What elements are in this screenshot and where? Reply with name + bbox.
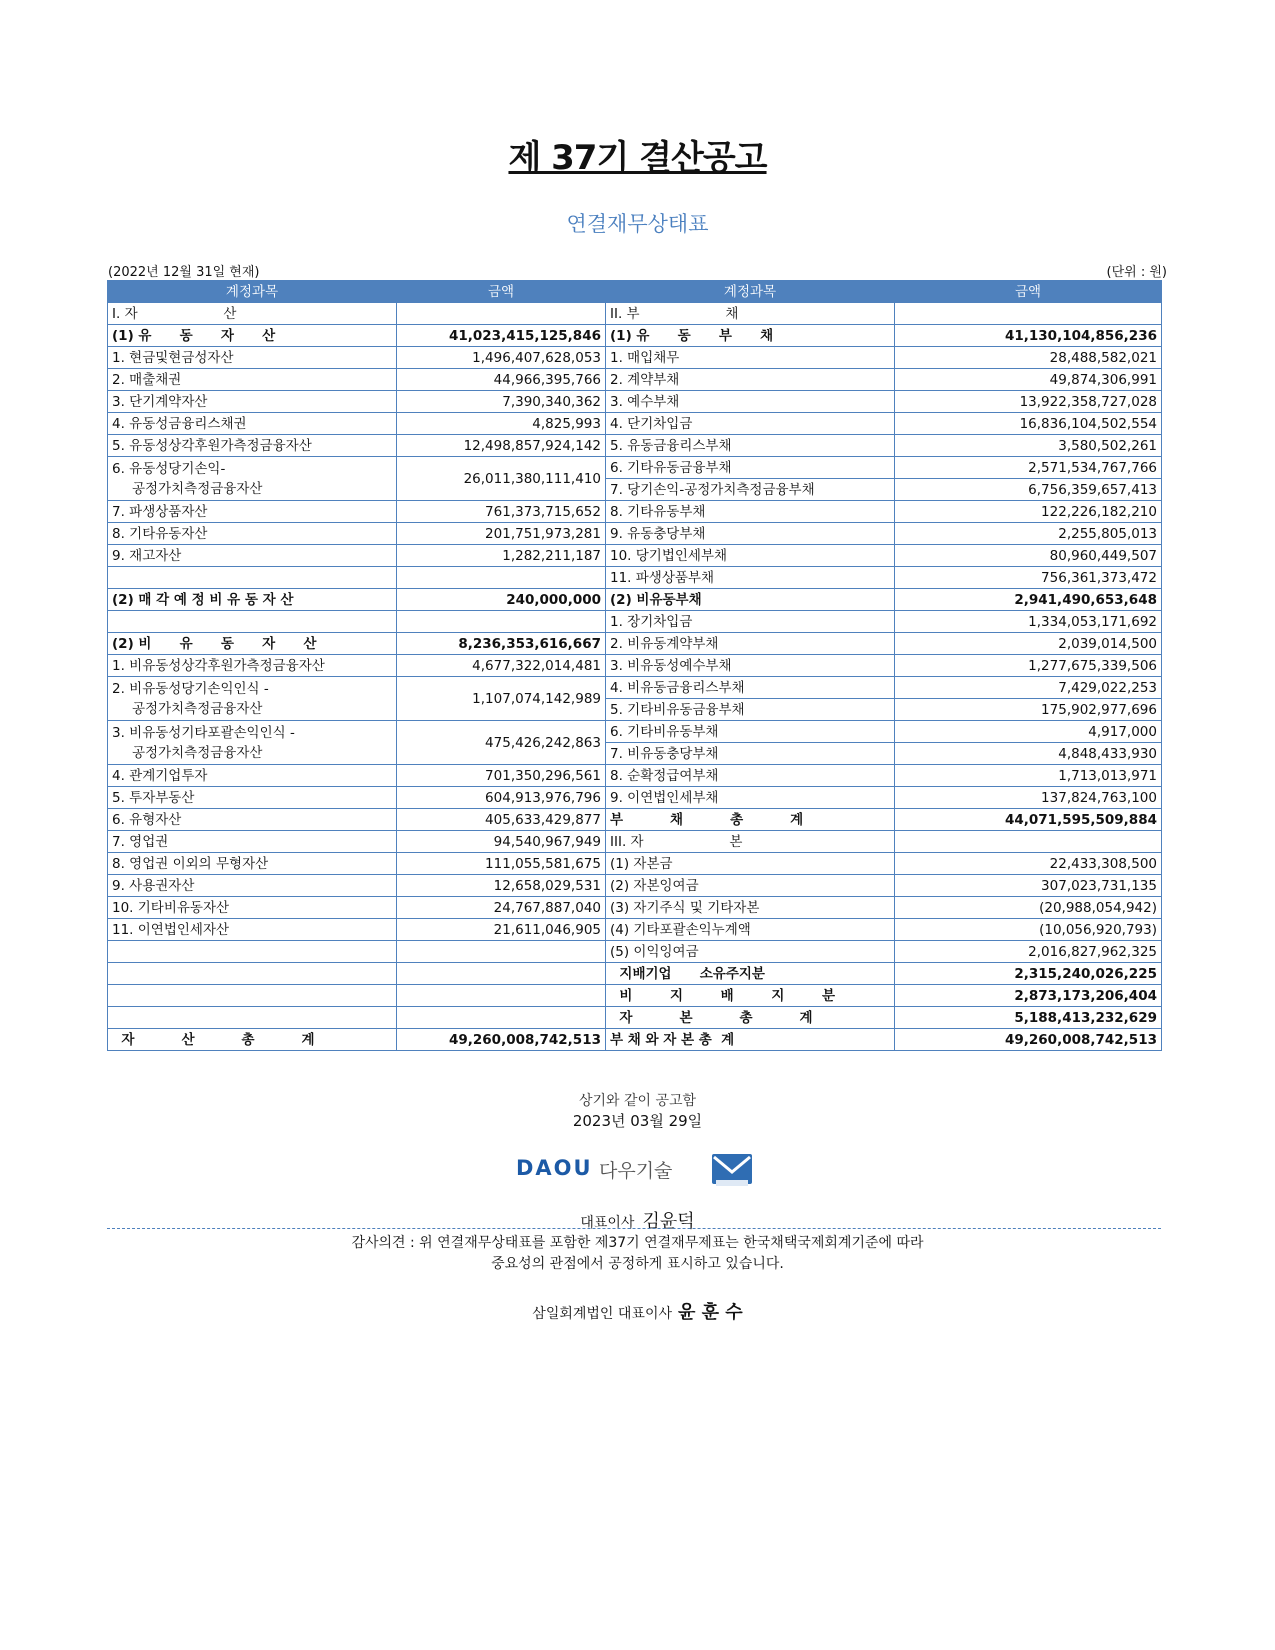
account-label: 부 채 와 자 본 총 계 [610, 1031, 735, 1048]
asset-account-cell [108, 545, 397, 567]
account-label: 6. 기타비유동부채 [610, 723, 719, 740]
asset-amount-cell: 701,350,296,561 [397, 765, 606, 787]
account-label: 자 산 총 계 [112, 1031, 315, 1048]
account-label: 3. 단기계약자산 [112, 393, 208, 410]
asset-amount-cell: 7,390,340,362 [397, 391, 606, 413]
asset-amount-cell: 12,658,029,531 [397, 875, 606, 897]
asset-amount-cell: 604,913,976,796 [397, 787, 606, 809]
account-label: 4. 관계기업투자 [112, 767, 208, 784]
account-label: 9. 재고자산 [112, 547, 182, 564]
liability-amount-cell: 5,188,413,232,629 [895, 1007, 1162, 1029]
liability-amount-cell: 2,941,490,653,648 [895, 589, 1162, 611]
asset-amount-cell: 94,540,967,949 [397, 831, 606, 853]
audit-opinion-line-2: 중요성의 관점에서 공정하게 표시하고 있습니다. [491, 1256, 784, 1272]
liability-account-cell [606, 457, 895, 479]
liability-amount-cell: 2,016,827,962,325 [895, 941, 1162, 963]
announcement-text: 상기와 같이 공고함 [578, 1093, 697, 1109]
liability-account-cell [606, 985, 895, 1007]
liability-amount-cell: 22,433,308,500 [895, 853, 1162, 875]
account-label: 4. 유동성금융리스채권 [112, 415, 247, 432]
table-row [108, 303, 1162, 325]
liability-account-cell [606, 897, 895, 919]
asset-account-cell [108, 347, 397, 369]
account-label: 8. 기타유동자산 [112, 525, 208, 542]
account-label: 7. 비유동충당부채 [610, 745, 719, 762]
asset-amount-cell: 761,373,715,652 [397, 501, 606, 523]
statement-subtitle: 연결재무상태표 [566, 212, 709, 236]
account-label: 5. 투자부동산 [112, 789, 195, 806]
liability-account-cell [606, 875, 895, 897]
company-logo [516, 1150, 696, 1190]
asset-amount-cell: 1,282,211,187 [397, 545, 606, 567]
asset-account-cell [108, 501, 397, 523]
asset-account-cell [108, 677, 397, 721]
account-label-continued: 공정가치측정금융자산 [132, 700, 263, 717]
liability-account-cell [606, 787, 895, 809]
liability-account-cell [606, 545, 895, 567]
logo-korean-name: 다우기술 [599, 1160, 673, 1182]
account-label: II. 부 채 [610, 305, 739, 322]
header-amount-liabilities: 금액 [895, 281, 1162, 303]
liability-amount-cell: 1,713,013,971 [895, 765, 1162, 787]
asset-amount-cell [397, 963, 606, 985]
liability-account-cell [606, 809, 895, 831]
asset-account-cell [108, 897, 397, 919]
liability-amount-cell: 1,277,675,339,506 [895, 655, 1162, 677]
table-row [108, 677, 1162, 699]
asset-amount-cell: 240,000,000 [397, 589, 606, 611]
account-label: I. 자 산 [112, 305, 237, 322]
account-label: (2) 자본잉여금 [610, 877, 699, 894]
liability-account-cell [606, 413, 895, 435]
table-row [108, 611, 1162, 633]
liability-amount-cell: 13,922,358,727,028 [895, 391, 1162, 413]
account-label: 지배기업 소유주지분 [610, 965, 765, 982]
asset-amount-cell: 1,496,407,628,053 [397, 347, 606, 369]
liability-account-cell [606, 303, 895, 325]
account-label: (5) 이익잉여금 [610, 943, 699, 960]
liability-account-cell [606, 589, 895, 611]
account-label: III. 자 본 [610, 833, 743, 850]
table-row [108, 501, 1162, 523]
company-seal-icon [710, 1150, 754, 1190]
liability-account-cell [606, 435, 895, 457]
table-row [108, 875, 1162, 897]
asset-amount-cell [397, 567, 606, 589]
ceo-label: 대표이사 [580, 1215, 635, 1231]
balance-sheet-table [107, 280, 1162, 1051]
asset-amount-cell: 24,767,887,040 [397, 897, 606, 919]
account-label: 9. 이연법인세부채 [610, 789, 719, 806]
asset-account-cell [108, 391, 397, 413]
liability-account-cell [606, 721, 895, 743]
account-label: 9. 사용권자산 [112, 877, 195, 894]
liability-amount-cell: 49,874,306,991 [895, 369, 1162, 391]
asset-amount-cell: 201,751,973,281 [397, 523, 606, 545]
asset-account-cell [108, 303, 397, 325]
account-label: 8. 순확정급여부채 [610, 767, 719, 784]
auditor-label: 삼일회계법인 대표이사 [532, 1306, 672, 1322]
asset-amount-cell [397, 611, 606, 633]
asset-account-cell [108, 633, 397, 655]
page-title: 제 37기 결산공고 [508, 138, 767, 178]
account-label: 3. 비유동성기타포괄손익인식 - [112, 724, 295, 741]
liability-account-cell [606, 523, 895, 545]
liability-account-cell [606, 831, 895, 853]
account-label: 6. 기타유동금융부채 [610, 459, 732, 476]
liability-amount-cell [895, 303, 1162, 325]
asset-account-cell [108, 655, 397, 677]
table-row [108, 655, 1162, 677]
auditor-name: 윤 훈 수 [678, 1302, 743, 1323]
asset-account-cell [108, 523, 397, 545]
table-row [108, 809, 1162, 831]
asset-account-cell [108, 831, 397, 853]
account-label: 9. 유동충당부채 [610, 525, 706, 542]
asset-account-cell [108, 589, 397, 611]
table-row [108, 897, 1162, 919]
liability-account-cell [606, 633, 895, 655]
asset-account-cell [108, 435, 397, 457]
balance-sheet-body [108, 303, 1162, 1051]
table-header-row [108, 281, 1162, 303]
liability-amount-cell: 756,361,373,472 [895, 567, 1162, 589]
table-row [108, 391, 1162, 413]
liability-amount-cell: 49,260,008,742,513 [895, 1029, 1162, 1051]
liability-account-cell [606, 765, 895, 787]
account-label: (2) 비 유 동 자 산 [112, 635, 317, 652]
liability-amount-cell: 4,848,433,930 [895, 743, 1162, 765]
account-label: 1. 비유동성상각후원가측정금융자산 [112, 657, 325, 674]
account-label: 4. 단기차입금 [610, 415, 693, 432]
account-label: 2. 매출채권 [112, 371, 182, 388]
asset-amount-cell [397, 1007, 606, 1029]
liability-amount-cell: 2,571,534,767,766 [895, 457, 1162, 479]
auditor-line [0, 1298, 1275, 1324]
liability-amount-cell: 2,039,014,500 [895, 633, 1162, 655]
asset-amount-cell: 475,426,242,863 [397, 721, 606, 765]
table-row [108, 721, 1162, 743]
liability-amount-cell: (10,056,920,793) [895, 919, 1162, 941]
asset-account-cell [108, 567, 397, 589]
liability-amount-cell: 2,315,240,026,225 [895, 963, 1162, 985]
table-row [108, 523, 1162, 545]
asset-amount-cell: 8,236,353,616,667 [397, 633, 606, 655]
liability-account-cell [606, 1029, 895, 1051]
account-label-continued: 공정가치측정금융자산 [132, 480, 263, 497]
asset-account-cell [108, 875, 397, 897]
account-label: 자 본 총 계 [610, 1009, 813, 1026]
account-label: 11. 파생상품부채 [610, 569, 715, 586]
table-row [108, 347, 1162, 369]
account-label: 2. 계약부채 [610, 371, 680, 388]
liability-account-cell [606, 1007, 895, 1029]
table-row [108, 435, 1162, 457]
liability-amount-cell: (20,988,054,942) [895, 897, 1162, 919]
account-label: 비 지 배 지 분 [610, 987, 836, 1004]
table-row [108, 1007, 1162, 1029]
account-label: 4. 비유동금융리스부채 [610, 679, 745, 696]
asset-amount-cell: 111,055,581,675 [397, 853, 606, 875]
liability-amount-cell: 16,836,104,502,554 [895, 413, 1162, 435]
account-label: 5. 유동금융리스부채 [610, 437, 732, 454]
table-row [108, 545, 1162, 567]
asset-account-cell [108, 941, 397, 963]
audit-opinion-line-1: 감사의견 : 위 연결재무상태표를 포함한 제37기 연결재무제표는 한국채택국제회계기준에 따라 [351, 1235, 924, 1251]
table-row [108, 633, 1162, 655]
account-label: 5. 유동성상각후원가측정금융자산 [112, 437, 312, 454]
asset-account-cell [108, 919, 397, 941]
account-label: (3) 자기주식 및 기타자본 [610, 899, 760, 916]
account-label: (1) 유 동 자 산 [112, 327, 276, 344]
asset-account-cell [108, 611, 397, 633]
account-label: 2. 비유동성당기손익인식 - [112, 680, 269, 697]
liability-amount-cell: 2,255,805,013 [895, 523, 1162, 545]
asset-amount-cell [397, 985, 606, 1007]
liability-amount-cell: 41,130,104,856,236 [895, 325, 1162, 347]
table-row [108, 369, 1162, 391]
table-row [108, 325, 1162, 347]
table-row [108, 765, 1162, 787]
header-account-assets: 계정과목 [108, 281, 397, 303]
liability-account-cell [606, 941, 895, 963]
account-label: 11. 이연법인세자산 [112, 921, 230, 938]
asset-amount-cell: 4,677,322,014,481 [397, 655, 606, 677]
liability-amount-cell: 7,429,022,253 [895, 677, 1162, 699]
date-note: (2022년 12월 31일 현재) [108, 265, 260, 280]
account-label-continued: 공정가치측정금융자산 [132, 744, 263, 761]
asset-amount-cell: 21,611,046,905 [397, 919, 606, 941]
liability-amount-cell: 1,334,053,171,692 [895, 611, 1162, 633]
liability-amount-cell: 175,902,977,696 [895, 699, 1162, 721]
divider [107, 1228, 1161, 1229]
liability-account-cell [606, 919, 895, 941]
asset-account-cell [108, 457, 397, 501]
liability-account-cell [606, 347, 895, 369]
table-row [108, 1029, 1162, 1051]
account-label: (1) 자본금 [610, 855, 673, 872]
liability-amount-cell: 4,917,000 [895, 721, 1162, 743]
liability-amount-cell: 44,071,595,509,884 [895, 809, 1162, 831]
liability-account-cell [606, 325, 895, 347]
table-row [108, 457, 1162, 479]
liability-amount-cell: 28,488,582,021 [895, 347, 1162, 369]
account-label: 3. 비유동성예수부채 [610, 657, 732, 674]
table-row [108, 963, 1162, 985]
account-label: 1. 현금및현금성자산 [112, 349, 234, 366]
account-label: 6. 유형자산 [112, 811, 182, 828]
account-label: 6. 유동성당기손익- [112, 460, 226, 477]
account-label: 5. 기타비유동금융부채 [610, 701, 745, 718]
unit-note: (단위 : 원) [1106, 265, 1167, 280]
liability-amount-cell: 307,023,731,135 [895, 875, 1162, 897]
asset-amount-cell: 49,260,008,742,513 [397, 1029, 606, 1051]
account-label: 1. 장기차입금 [610, 613, 693, 630]
liability-account-cell [606, 677, 895, 699]
account-label: 8. 기타유동부채 [610, 503, 706, 520]
asset-account-cell [108, 1029, 397, 1051]
asset-account-cell [108, 963, 397, 985]
account-label: 7. 당기손익-공정가치측정금융부채 [610, 481, 815, 498]
liability-amount-cell: 6,756,359,657,413 [895, 479, 1162, 501]
liability-account-cell [606, 479, 895, 501]
liability-account-cell [606, 963, 895, 985]
liability-account-cell [606, 699, 895, 721]
asset-amount-cell: 405,633,429,877 [397, 809, 606, 831]
asset-account-cell [108, 413, 397, 435]
liability-amount-cell: 3,580,502,261 [895, 435, 1162, 457]
header-account-liabilities: 계정과목 [606, 281, 895, 303]
liability-account-cell [606, 391, 895, 413]
liability-account-cell [606, 743, 895, 765]
account-label: 1. 매입채무 [610, 349, 680, 366]
asset-account-cell [108, 721, 397, 765]
table-row [108, 413, 1162, 435]
liability-account-cell [606, 655, 895, 677]
ceo-line [0, 1207, 1275, 1233]
liability-account-cell [606, 611, 895, 633]
asset-amount-cell: 4,825,993 [397, 413, 606, 435]
table-row [108, 985, 1162, 1007]
asset-account-cell [108, 787, 397, 809]
table-row [108, 941, 1162, 963]
account-label: 3. 예수부채 [610, 393, 680, 410]
account-label: 7. 영업권 [112, 833, 169, 850]
table-row [108, 919, 1162, 941]
asset-amount-cell: 41,023,415,125,846 [397, 325, 606, 347]
table-row [108, 787, 1162, 809]
asset-account-cell [108, 853, 397, 875]
liability-amount-cell: 2,873,173,206,404 [895, 985, 1162, 1007]
asset-amount-cell: 1,107,074,142,989 [397, 677, 606, 721]
asset-account-cell [108, 809, 397, 831]
liability-account-cell [606, 567, 895, 589]
account-label: 부 채 총 계 [610, 811, 804, 828]
account-label: 2. 비유동계약부채 [610, 635, 719, 652]
table-row [108, 589, 1162, 611]
asset-amount-cell: 12,498,857,924,142 [397, 435, 606, 457]
liability-account-cell [606, 853, 895, 875]
asset-amount-cell [397, 941, 606, 963]
asset-amount-cell: 26,011,380,111,410 [397, 457, 606, 501]
logo-wordmark: DAOU [516, 1156, 593, 1180]
asset-account-cell [108, 985, 397, 1007]
account-label: 8. 영업권 이외의 무형자산 [112, 855, 269, 872]
asset-account-cell [108, 369, 397, 391]
ceo-name: 김윤덕 [642, 1211, 695, 1232]
table-row [108, 831, 1162, 853]
asset-account-cell [108, 325, 397, 347]
account-label: 10. 당기법인세부채 [610, 547, 728, 564]
asset-account-cell [108, 765, 397, 787]
liability-amount-cell: 137,824,763,100 [895, 787, 1162, 809]
account-label: 10. 기타비유동자산 [112, 899, 230, 916]
liability-amount-cell [895, 831, 1162, 853]
table-row [108, 853, 1162, 875]
liability-account-cell [606, 501, 895, 523]
liability-amount-cell: 80,960,449,507 [895, 545, 1162, 567]
asset-amount-cell [397, 303, 606, 325]
account-label: (2) 비유동부채 [610, 591, 702, 608]
liability-amount-cell: 122,226,182,210 [895, 501, 1162, 523]
account-label: 7. 파생상품자산 [112, 503, 208, 520]
table-row [108, 567, 1162, 589]
asset-account-cell [108, 1007, 397, 1029]
asset-amount-cell: 44,966,395,766 [397, 369, 606, 391]
account-label: (2) 매 각 예 정 비 유 동 자 산 [112, 591, 294, 608]
header-amount-assets: 금액 [397, 281, 606, 303]
account-label: (1) 유 동 부 채 [610, 327, 774, 344]
account-label: (4) 기타포괄손익누계액 [610, 921, 751, 938]
announcement-date: 2023년 03월 29일 [572, 1112, 703, 1130]
liability-account-cell [606, 369, 895, 391]
